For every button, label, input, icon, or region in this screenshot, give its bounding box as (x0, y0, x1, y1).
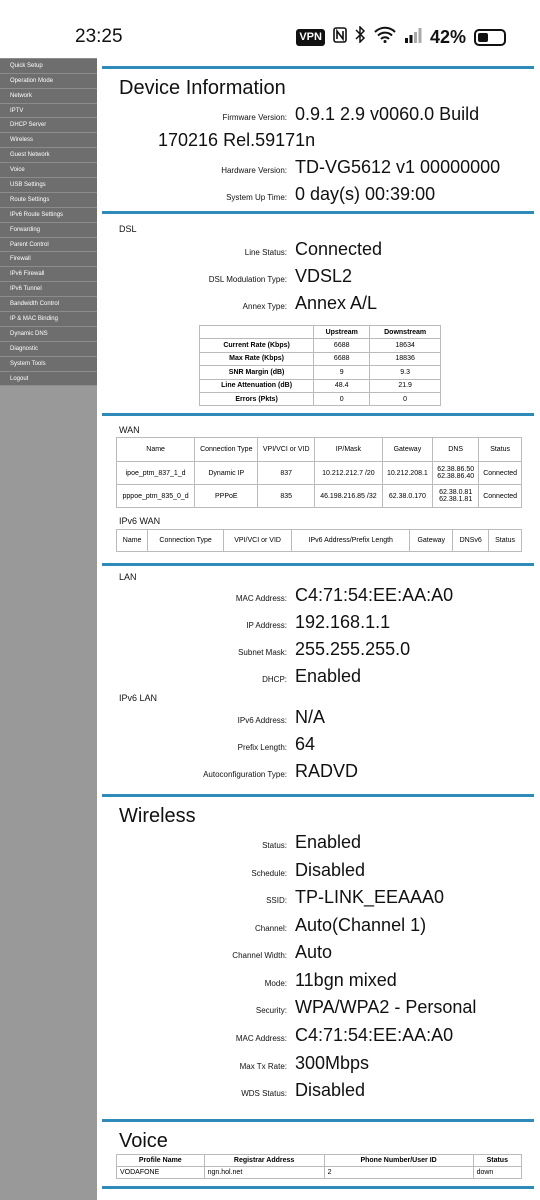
dsl-cell: Line Attenuation (dB) (200, 379, 314, 392)
annex-value: Annex A/L (295, 293, 378, 313)
dns-primary: 62.38.0.81 (439, 489, 473, 496)
wan-header-cell: Status (479, 438, 522, 462)
table-row (117, 462, 522, 485)
wan-cell: pppoe_ptm_835_0_d (117, 485, 195, 508)
dsl-cell: SNR Margin (dB) (200, 366, 314, 379)
sidebar-item-voice[interactable]: Voice (0, 163, 97, 178)
sidebar-item-dhcp-server[interactable]: DHCP Server (0, 118, 97, 133)
dsl-rates-table (199, 325, 441, 406)
dsl-cell: 9 (314, 366, 370, 379)
wan-table (116, 437, 522, 508)
table-header-row (117, 530, 522, 552)
nfc-icon (333, 27, 347, 48)
dns-secondary: 62.38.1.81 (439, 496, 473, 503)
wan-status-cell: Connected (479, 485, 522, 508)
wan-status-cell: Connected (479, 462, 522, 485)
ssid-value: TP-LINK_EEAAA0 (295, 887, 445, 907)
dsl-cell: Current Rate (Kbps) (200, 339, 314, 352)
dsl-cell: 18836 (370, 352, 441, 365)
sidebar-item-guest-network[interactable]: Guest Network (0, 148, 97, 163)
table-header-row (117, 438, 522, 462)
sidebar-item-logout[interactable]: Logout (0, 372, 97, 387)
voice-header-cell: Status (473, 1155, 521, 1167)
ipv6-wan-header-cell: VPI/VCI or VID (224, 530, 292, 552)
device-info-section (102, 66, 534, 211)
sidebar-item-ip-mac-binding[interactable]: IP & MAC Binding (0, 312, 97, 327)
dsl-cell: Max Rate (Kbps) (200, 352, 314, 365)
table-header-row (117, 1155, 522, 1167)
mode-value: 11bgn mixed (295, 970, 397, 990)
signal-icon (404, 27, 422, 48)
wl-mac-label: MAC Address: (235, 1034, 287, 1043)
ipv6-lan-title: IPv6 LAN (119, 693, 158, 703)
ipv6-wan-header-cell: IPv6 Address/Prefix Length (292, 530, 410, 552)
prefix-length-label: Prefix Length: (237, 743, 287, 752)
schedule-value: Disabled (295, 860, 366, 880)
wan-dns-cell (433, 485, 479, 508)
lan-ip-value: 192.168.1.1 (295, 612, 391, 632)
sidebar-item-iptv[interactable]: IPTV (0, 104, 97, 119)
ssid-label: SSID: (266, 896, 287, 905)
ipv6-wan-table (116, 529, 522, 552)
ipv6-wan-header-cell: Connection Type (148, 530, 224, 552)
wan-section (102, 413, 534, 561)
sidebar-item-operation-mode[interactable]: Operation Mode (0, 74, 97, 89)
table-row (200, 379, 441, 392)
dsl-title: DSL (119, 224, 137, 234)
dsl-header-cell (200, 326, 314, 339)
sidebar-item-ipv6-route-settings[interactable]: IPv6 Route Settings (0, 208, 97, 223)
dsl-section (102, 211, 534, 411)
bluetooth-icon (355, 26, 366, 48)
prefix-length-value: 64 (295, 734, 316, 754)
channel-width-value: Auto (295, 942, 333, 962)
lan-section (102, 563, 534, 793)
ipv6-address-label: IPv6 Address: (237, 716, 287, 725)
dsl-header-cell: Downstream (370, 326, 441, 339)
wds-value: Disabled (295, 1080, 366, 1100)
sidebar-item-forwarding[interactable]: Forwarding (0, 223, 97, 238)
table-row (200, 339, 441, 352)
sidebar-item-system-tools[interactable]: System Tools (0, 357, 97, 372)
lan-mac-value: C4:71:54:EE:AA:A0 (295, 585, 454, 605)
firmware-label: Firmware Version: (222, 113, 287, 122)
wl-status-value: Enabled (295, 832, 362, 852)
sidebar-item-parent-control[interactable]: Parent Control (0, 238, 97, 253)
sidebar-item-diagnostic[interactable]: Diagnostic (0, 342, 97, 357)
dsl-cell: Errors (Pkts) (200, 392, 314, 405)
mode-label: Mode: (264, 979, 287, 988)
subnet-mask-label: Subnet Mask: (238, 648, 287, 657)
table-row (200, 352, 441, 365)
voice-title: Voice (119, 1130, 168, 1152)
dsl-cell: 9.3 (370, 366, 441, 379)
sidebar-item-ipv6-firewall[interactable]: IPv6 Firewall (0, 267, 97, 282)
battery-icon (474, 29, 506, 46)
security-value: WPA/WPA2 - Personal (295, 997, 477, 1017)
wireless-section (102, 794, 534, 1119)
table-row (200, 366, 441, 379)
table-header-row (200, 326, 441, 339)
ipv6-wan-header-cell: Gateway (410, 530, 453, 552)
battery-percent: 42% (429, 26, 466, 47)
channel-width-label: Channel Width: (232, 951, 287, 960)
lan-title: LAN (119, 572, 137, 582)
sidebar-item-dynamic-dns[interactable]: Dynamic DNS (0, 327, 97, 342)
annex-label: Annex Type: (242, 302, 287, 311)
line-status-label: Line Status: (244, 248, 287, 257)
hardware-value: TD-VG5612 v1 00000000 (295, 157, 501, 177)
wan-header-cell: DNS (433, 438, 479, 462)
status-content (97, 58, 540, 1200)
sidebar (0, 44, 97, 1200)
sidebar-item-firewall[interactable]: Firewall (0, 252, 97, 267)
wifi-icon (374, 26, 396, 48)
lan-mac-label: MAC Address: (235, 594, 287, 603)
device-info-title: Device Information (119, 77, 286, 99)
security-label: Security: (255, 1006, 287, 1015)
table-row (117, 485, 522, 508)
voice-header-cell: Phone Number/User ID (324, 1155, 473, 1167)
sidebar-item-bandwidth-control[interactable]: Bandwidth Control (0, 297, 97, 312)
sidebar-item-wireless[interactable]: Wireless (0, 133, 97, 148)
uptime-label: System Up Time: (226, 193, 287, 202)
wan-cell: Dynamic IP (195, 462, 258, 485)
dhcp-label: DHCP: (262, 675, 287, 684)
wan-cell: 837 (258, 462, 315, 485)
sidebar-item-ipv6-tunnel[interactable]: IPv6 Tunnel (0, 282, 97, 297)
dsl-cell: 21.9 (370, 379, 441, 392)
voice-table (116, 1154, 522, 1179)
wds-label: WDS Status: (241, 1089, 287, 1098)
schedule-label: Schedule: (251, 869, 287, 878)
status-bar (0, 0, 540, 58)
dsl-cell: 6688 (314, 352, 370, 365)
wan-header-cell: Connection Type (195, 438, 258, 462)
dsl-cell: 48.4 (314, 379, 370, 392)
subnet-mask-value: 255.255.255.0 (295, 639, 411, 659)
sidebar-item-quick-setup[interactable]: Quick Setup (0, 59, 97, 74)
wireless-title: Wireless (119, 805, 196, 827)
autoconfig-value: RADVD (295, 761, 359, 781)
table-row (200, 392, 441, 405)
ipv6-wan-title: IPv6 WAN (119, 516, 161, 526)
channel-value: Auto(Channel 1) (295, 915, 427, 935)
max-tx-label: Max Tx Rate: (239, 1062, 287, 1071)
sidebar-item-usb-settings[interactable]: USB Settings (0, 178, 97, 193)
hardware-label: Hardware Version: (221, 166, 287, 175)
sidebar-item-network[interactable]: Network (0, 89, 97, 104)
modulation-value: VDSL2 (295, 266, 353, 286)
modulation-label: DSL Modulation Type: (208, 275, 287, 284)
wan-cell: 62.38.0.170 (382, 485, 432, 508)
vpn-icon: VPN (296, 29, 325, 46)
dhcp-value: Enabled (295, 666, 362, 686)
wan-cell: 46.198.216.85 /32 (315, 485, 383, 508)
wan-cell: 10.212.212.7 /20 (315, 462, 383, 485)
dsl-cell: 0 (370, 392, 441, 405)
ipv6-address-value: N/A (295, 707, 326, 727)
ipv6-wan-header-cell: Status (489, 530, 522, 552)
voice-section (102, 1119, 534, 1189)
clock: 23:25 (75, 26, 123, 47)
max-tx-value: 300Mbps (295, 1053, 370, 1073)
firmware-value-2: 170216 Rel.59171n (158, 130, 316, 150)
wan-title: WAN (119, 425, 140, 435)
dns-secondary: 62.38.86.40 (437, 473, 475, 480)
ipv6-wan-header-cell: Name (117, 530, 148, 552)
wan-cell: ipoe_ptm_837_1_d (117, 462, 195, 485)
voice-header-cell: Profile Name (117, 1155, 205, 1167)
table-row (117, 1167, 522, 1179)
ipv6-wan-header-cell: DNSv6 (453, 530, 489, 552)
voice-cell: ngn.hol.net (204, 1167, 324, 1179)
dsl-cell: 6688 (314, 339, 370, 352)
voice-cell: VODAFONE (117, 1167, 205, 1179)
wan-cell: PPPoE (195, 485, 258, 508)
dsl-cell: 18634 (370, 339, 441, 352)
sidebar-item-route-settings[interactable]: Route Settings (0, 193, 97, 208)
dns-primary: 62.38.86.50 (437, 466, 475, 473)
wan-cell: 10.212.208.1 (382, 462, 432, 485)
dsl-header-cell: Upstream (314, 326, 370, 339)
dsl-cell: 0 (314, 392, 370, 405)
wan-dns-cell (433, 462, 479, 485)
voice-header-cell: Registrar Address (204, 1155, 324, 1167)
wan-header-cell: VPI/VCI or VID (258, 438, 315, 462)
uptime-value: 0 day(s) 00:39:00 (295, 184, 436, 204)
autoconfig-label: Autoconfiguration Type: (203, 770, 287, 779)
wl-status-label: Status: (262, 841, 287, 850)
firmware-value-1: 0.9.1 2.9 v0060.0 Build (295, 104, 480, 124)
wl-mac-value: C4:71:54:EE:AA:A0 (295, 1025, 454, 1045)
sidebar-menu (0, 44, 97, 386)
wan-cell: 835 (258, 485, 315, 508)
lan-ip-label: IP Address: (246, 621, 287, 630)
voice-cell: down (473, 1167, 521, 1179)
wan-header-cell: Gateway (382, 438, 432, 462)
wan-header-cell: IP/Mask (315, 438, 383, 462)
line-status-value: Connected (295, 239, 383, 259)
channel-label: Channel: (254, 924, 287, 933)
voice-cell: 2 (324, 1167, 473, 1179)
wan-header-cell: Name (117, 438, 195, 462)
